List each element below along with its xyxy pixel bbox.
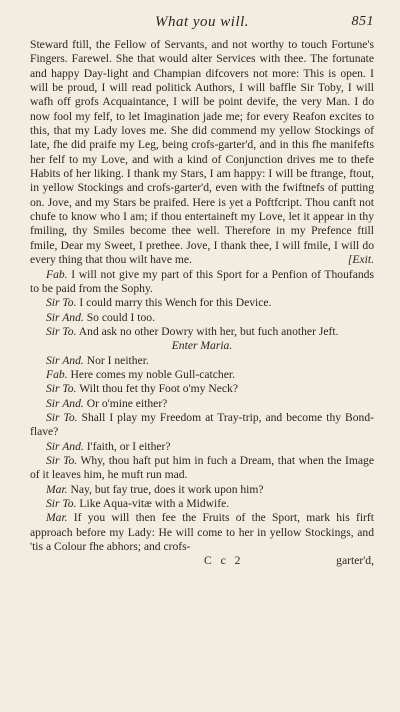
speech-text: Nay, but fay true, does it work upon him?: [67, 482, 264, 496]
speaker-name: Fab.: [46, 367, 68, 381]
page-footer: [30, 554, 374, 570]
stage-direction-exit: [Exit.: [347, 253, 374, 267]
speech: [30, 497, 374, 511]
speech-text: If you will then fee the Fruits of the Sport, mark his firft approach before my Lady: He will come to her in yellow Stockings, and 'tis a Colour fhe abhors; and crofs-: [30, 511, 374, 554]
speech: [30, 354, 374, 368]
speech: [30, 511, 374, 554]
speaker-name: Sir And.: [46, 353, 84, 367]
speaker-name: Mar.: [46, 482, 68, 496]
speaker-name: Sir To.: [46, 296, 77, 310]
speech: [30, 411, 374, 440]
speech-text: I could marry this Wench for this Device.: [76, 296, 272, 310]
speaker-name: Sir And.: [46, 310, 84, 324]
speech: [30, 325, 374, 339]
running-head: [30, 14, 374, 38]
speaker-name: Mar.: [46, 511, 68, 525]
speech: [30, 368, 374, 382]
signature-mark: C c 2: [204, 554, 244, 568]
speech: [30, 440, 374, 454]
speech-text: Here comes my noble Gull-catcher.: [67, 367, 235, 381]
speech-text: So could I too.: [83, 310, 155, 324]
speech-text: Shall I play my Freedom at Tray-trip, and become thy Bond-flave?: [30, 410, 374, 439]
speech: [30, 454, 374, 483]
catchword: garter'd,: [336, 554, 374, 568]
speech: [30, 311, 374, 325]
text-paragraph: [30, 38, 374, 268]
paragraph-text: Steward ftill, the Fellow of Servants, and not worthy to touch Fortune's Fingers. Farewel. She that would alter Services with thee. The fortunate and happy Day-light and Champian difcovers not more: This is open. I will be proud, I will read politick Authors, I will baffle Sir Toby, I will wafh off grofs Acquaintance, I will be point devife, the very Man. I do now fool my felf, to let Imagination jade me; for every Reafon excites to this, that my Lady loves me. She did commend my yellow Stockings of late, fhe did praife my Leg, being crofs-garter'd, and in this fhe manifefts her felf to my Love, and with a kind of Conjunction drives me to thefe Habits of her liking. I thank my Stars, I am happy: I will be ftrange, ftout, in yellow Stockings and crofs-garter'd, even with the fwiftnefs of putting on. Jove, and my Stars be praifed. Here is yet a Poftfcript. Thou canft not chufe to know who I am; if thou entertaineft my Love, let it appear in thy fmiling, thy Smiles become thee well. Therefore in my Prefence ftill fmile, Dear my Sweet, I prethee. Jove, I thank thee, I will fmile, I will do every thing that thou wilt have me.: [30, 38, 374, 267]
stage-direction-enter: Enter Maria.: [171, 339, 233, 353]
speech-text: And ask no other Dowry with her, but fuch another Jeft.: [76, 324, 339, 338]
speech-text: Or o'mine either?: [83, 396, 168, 410]
page-number: 851: [351, 14, 374, 29]
speaker-name: Sir To.: [46, 324, 77, 338]
speech-text: Like Aqua-vitæ with a Midwife.: [76, 497, 230, 510]
page-title: What you will.: [154, 14, 250, 30]
speaker-name: Sir To.: [46, 453, 78, 467]
speaker-name: Sir And.: [46, 396, 84, 410]
speaker-name: Sir To.: [46, 382, 77, 396]
speaker-name: Sir To.: [46, 497, 77, 510]
speech: [30, 397, 374, 411]
speech-text: I will not give my part of this Sport for a Penfion of Thoufands to be paid from the Sophy.: [30, 267, 374, 295]
speech-text: Wilt thou fet thy Foot o'my Neck?: [76, 382, 238, 396]
speaker-name: Sir And.: [46, 439, 84, 453]
speech-text: I'faith, or I either?: [83, 439, 171, 453]
speech-text: Why, thou haft put him in fuch a Dream, that when the Image of it leaves him, he muft run mad.: [30, 453, 374, 482]
speaker-name: Fab.: [46, 267, 68, 281]
speech: [30, 483, 374, 497]
speaker-name: Sir To.: [46, 410, 78, 424]
speech: [30, 268, 374, 297]
speech: [30, 382, 374, 396]
speech: [30, 296, 374, 310]
speech-text: Nor I neither.: [83, 353, 149, 367]
play-text: [30, 38, 374, 554]
